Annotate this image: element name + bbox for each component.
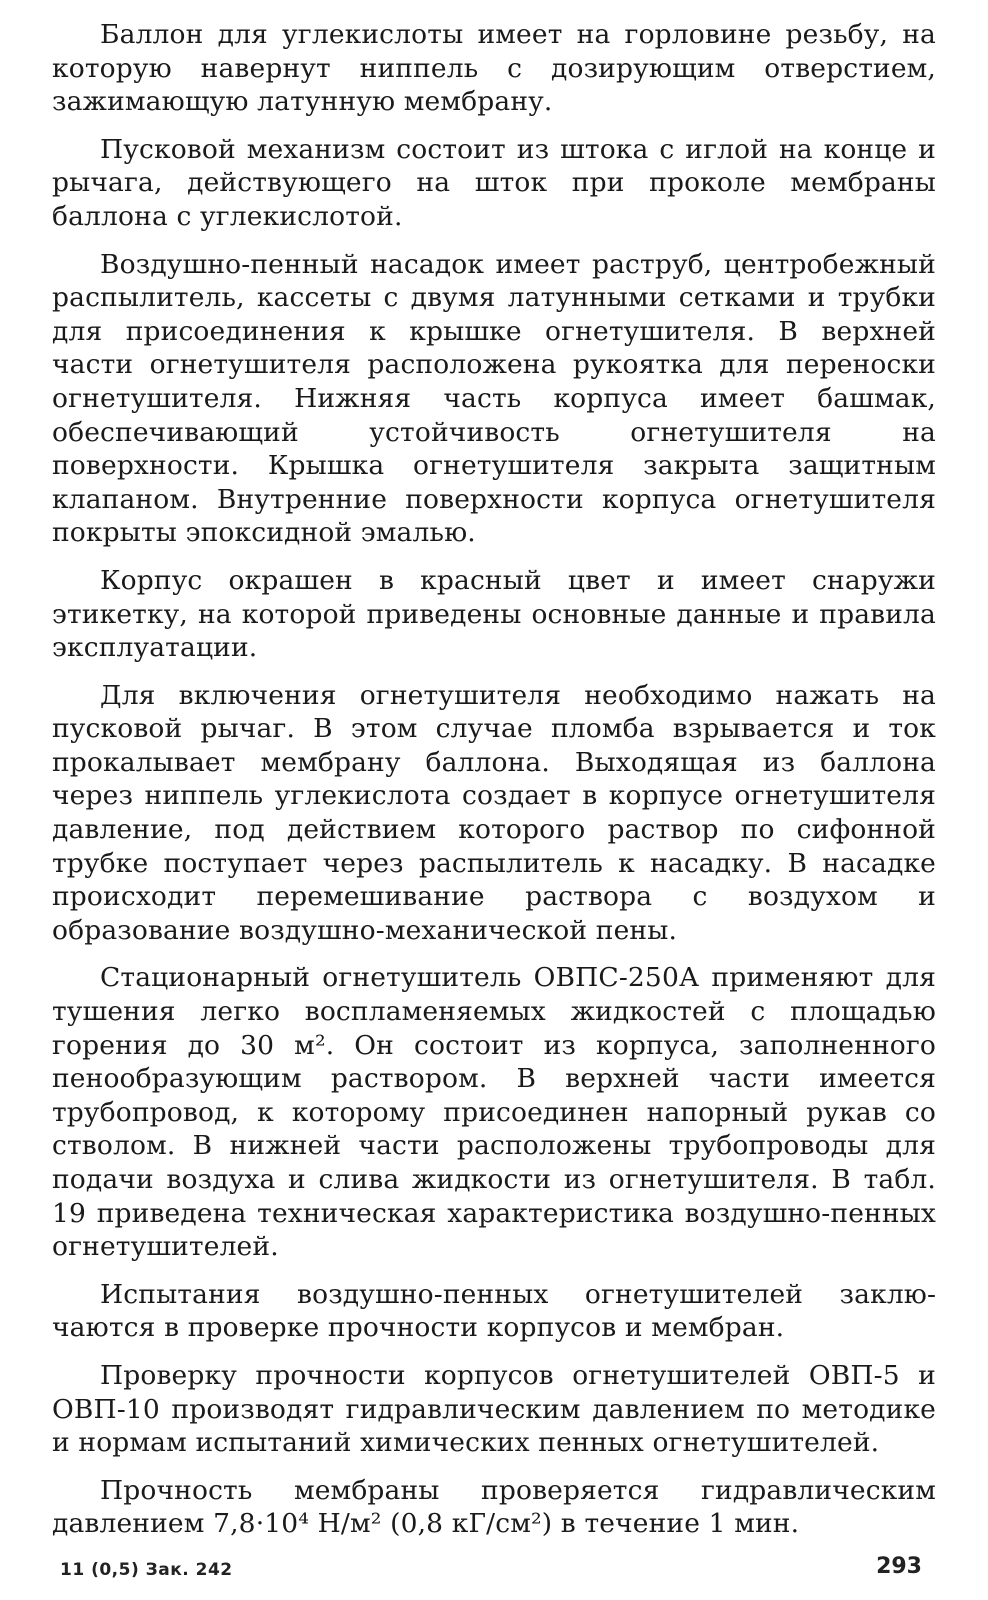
printer-signature: 11 (0,5) Зак. 242 (60, 1560, 233, 1580)
paragraph-stationary-extinguisher: Стационарный огнетушитель ОВПС-250А применяют для тушения легко воспламеняемых жидкостей с площадью горения до 30 м². Он состоит из корпуса, заполненного пенообразующим раствором. В верхней части имеется трубопровод, к которому присоединен напорный рукав со стволом. В нижней части расположены трубопроводы для подачи воздуха и слива жидкости из огнетушителя. В табл. 19 приведена техническая характеристика воздушно-пенных огнетушителей. (52, 962, 936, 1263)
paragraph-balloon: Баллон для углекислоты имеет на горловине резьбу, на которую навернут ниппель с дозирующим отверстием, зажимающую латунную мембрану. (52, 19, 936, 118)
paragraph-foam-nozzle: Воздушно-пенный насадок имеет раструб, центробежный распылитель, кассеты с двумя латунными сетками и трубки для присоединения к крышке огнетушителя. В верхней части огнетушителя расположена рукоятка для переноски огнетушителя. Нижняя часть корпуса имеет башмак, обеспечивающий устойчивость огнетушителя на поверхности. Крышка огнетушителя закрыта защитным клапаном. Внутренние поверхности корпуса огнетушителя покрыты эпоксидной эмалью. (52, 248, 936, 549)
paragraph-trigger-mechanism: Пусковой механизм состоит из штока с иглой на конце и рычага, действующего на шток при проколе мембраны баллона с углекислотой. (52, 133, 936, 232)
paragraph-strength-check: Проверку прочности корпусов огнетушителей ОВП-5 и ОВП-10 производят гидравлическим давлением по методике и нормам испытаний химических пенных огнетушителей. (52, 1359, 936, 1459)
paragraph-activation: Для включения огнетушителя необходимо нажать на пусковой рычаг. В этом случае пломба взрывается и ток прокалывает мембрану баллона. Выходящая из баллона через ниппель углекислота создает в корпусе огнетушителя давление, под действием которого раствор по сифонной трубке поступает через распылитель к насадку. В насадке происходит перемешивание раствора с воздухом и образование воздушно-механической пены. (52, 679, 936, 946)
paragraph-testing: Испытания воздушно-пенных огнетушителей заключаются в проверке прочности корпусов и мембран. (52, 1278, 936, 1344)
page-footer (52, 1554, 936, 1584)
page-number: 293 (876, 1554, 922, 1579)
paragraph-body-color: Корпус окрашен в красный цвет и имеет снаружи этикетку, на которой приведены основные данные и правила эксплуатации. (52, 564, 936, 664)
paragraph-membrane-strength: Прочность мембраны проверяется гидравлическим давлением 7,8·10⁴ Н/м² (0,8 кГ/см²) в течение 1 мин. (52, 1474, 936, 1540)
book-page (52, 18, 936, 1588)
